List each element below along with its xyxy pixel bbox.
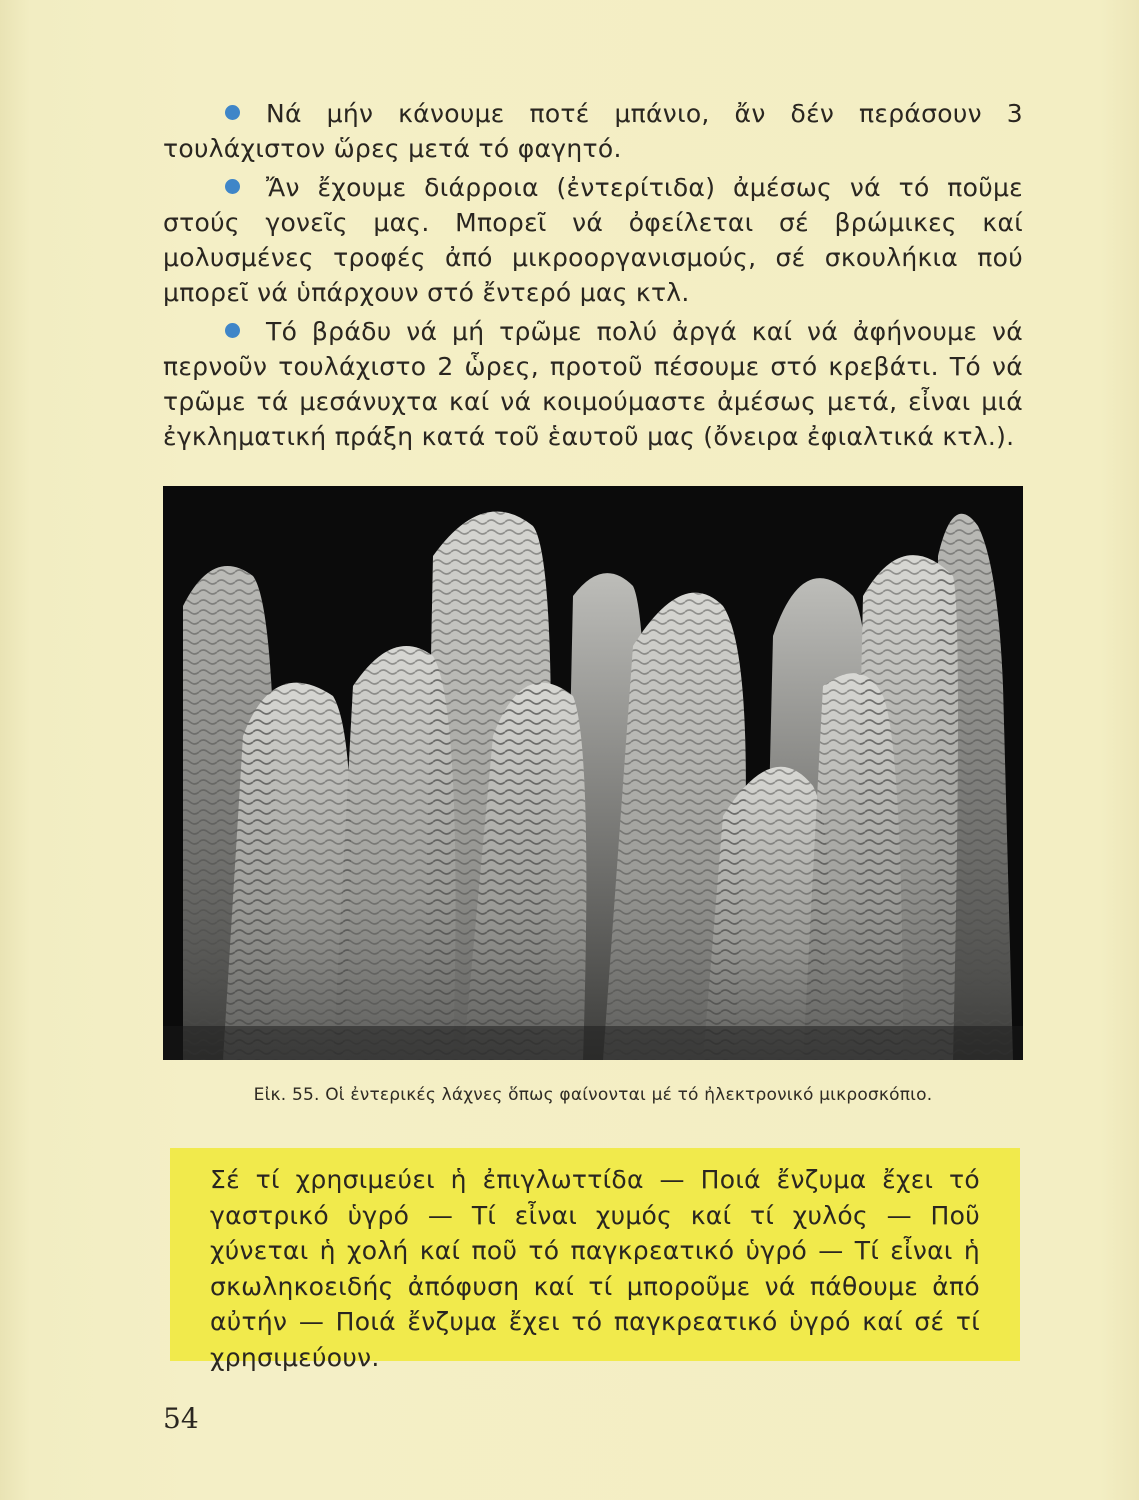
paragraph-1 [163,96,1023,166]
bullet-dot-icon [225,179,240,194]
figure-caption: Εἰκ. 55. Οἱ ἐντερικές λάχνες ὅπως φαίνονται μέ τό ἠλεκτρονικό μικροσκόπιο. [253,1085,933,1105]
intestinal-villi-image [163,486,1023,1060]
body-text [163,96,1023,458]
paragraph-3 [163,314,1023,454]
paragraph-text: Τό βράδυ νά μή τρῶμε πολύ ἀργά καί νά ἀφήνουμε νά περνοῦν τουλάχιστο 2 ὧρες, προτοῦ πέσουμε στό κρεβάτι. Τό νά τρῶμε τά μεσάνυχτα καί νά κοιμούμαστε ἀμέσως μετά, εἶναι μιά ἐγκληματική πράξη κατά τοῦ ἑαυτοῦ μας (ὄνειρα ἐφιαλτικά κτλ.). [163,317,1023,451]
paragraph-2 [163,170,1023,310]
paragraph-text: Ἄν ἔχουμε διάρροια (ἐντερίτιδα) ἀμέσως νά τό ποῦμε στούς γονεῖς μας. Μπορεῖ νά ὀφείλεται σέ βρώμικες καί μολυσμένες τροφές ἀπό μικροοργανισμούς, σέ σκουλήκια πού μπορεῖ νά ὑπάρχουν στό ἔντερό μας κτλ. [163,173,1023,307]
bullet-dot-icon [225,323,240,338]
bullet-dot-icon [225,105,240,120]
paragraph-text: Νά μήν κάνουμε ποτέ μπάνιο, ἄν δέν περάσουν 3 τουλάχιστον ὥρες μετά τό φαγητό. [163,99,1023,163]
micrograph-figure [163,486,1023,1060]
review-questions-text: Σέ τί χρησιμεύει ἡ ἐπιγλωττίδα — Ποιά ἔνζυμα ἔχει τό γαστρικό ὑγρό — Τί εἶναι χυμός καί τί χυλός — Ποῦ χύνεται ἡ χολή καί ποῦ τό παγκρεατικό ὑγρό — Τί εἶναι ἡ σκωληκοειδής ἀπόφυση καί τί μποροῦμε νά πάθουμε ἀπό αὐτήν — Ποιά ἔνζυμα ἔχει τό παγκρεατικό ὑγρό καί σέ τί χρησιμεύουν. [210,1165,980,1372]
review-questions-box [170,1148,1020,1372]
page-number: 54 [163,1402,199,1435]
